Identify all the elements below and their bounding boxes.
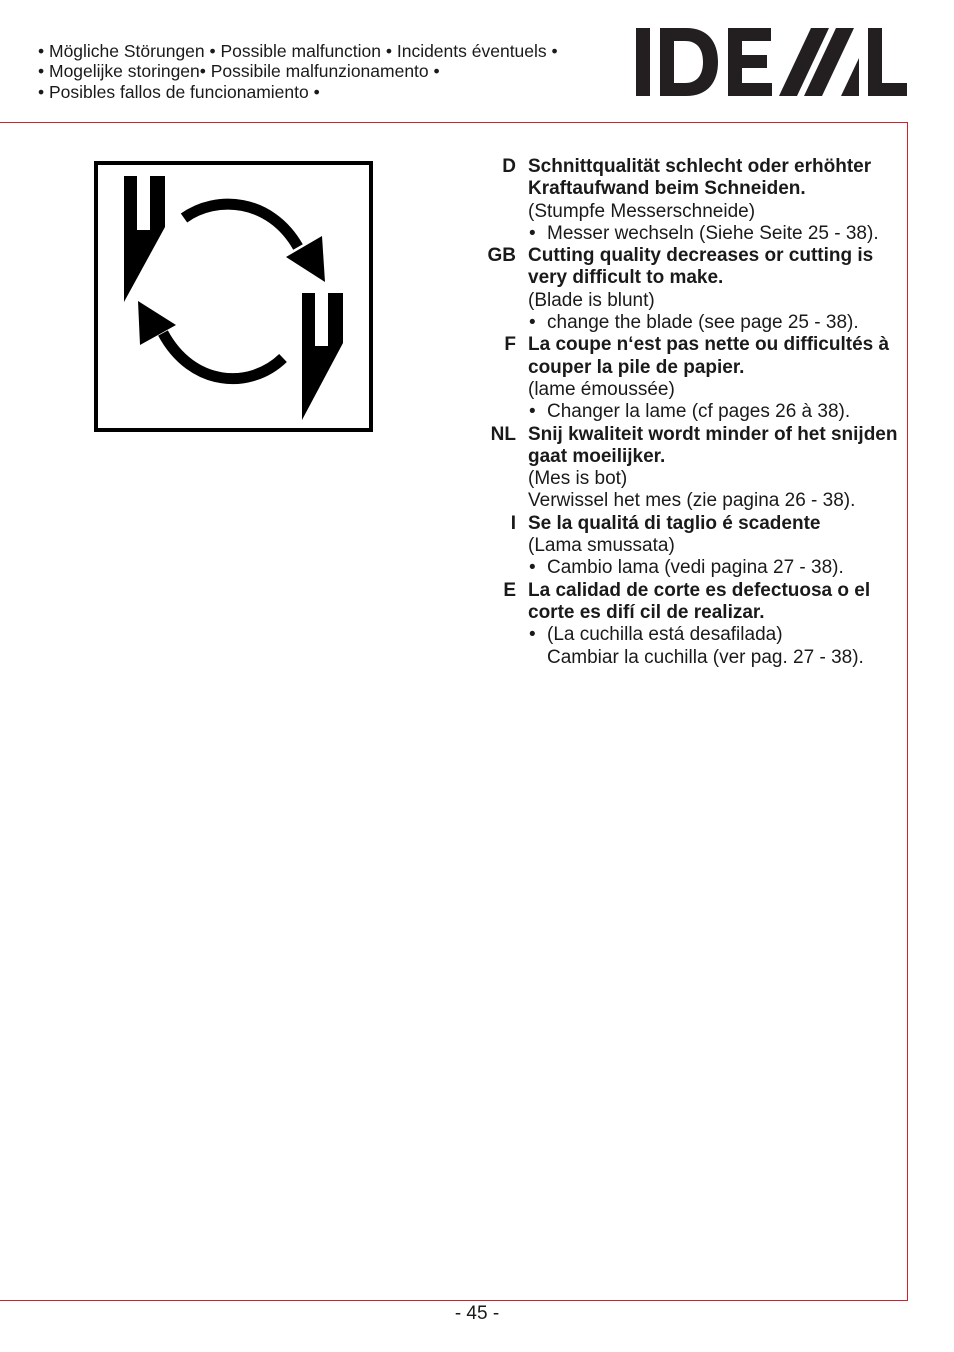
entry-gb [478,245,908,334]
entry-f [478,334,908,423]
entry-detail: (Lama smussata) [528,535,675,557]
entry-action: Cambiar la cuchilla (ver pag. 27 - 38). [547,646,864,668]
entry-detail: (lame émoussée) [528,378,675,400]
frame-bottom-line [0,1300,908,1301]
entry-title: Cutting quality decreases or cutting is very difficult to make. [528,245,874,289]
entry-d [478,156,908,245]
language-code: D [502,156,516,177]
entry-action: • Messer wechseln (Siehe Seite 25 - 38). [528,223,908,245]
entry-detail: (Mes is bot) [528,468,628,490]
header-line-1: • Mögliche Störungen • Possible malfunction • Incidents éventuels • [38,41,558,61]
language-code: NL [490,423,516,445]
language-code: E [503,579,516,601]
header-line-3: • Posibles fallos de funcionamiento • [38,81,320,102]
entry-title: Schnittqualität schlecht oder erhöhter Kraftaufwand beim Schneiden. [528,156,872,200]
entry-detail: (Stumpfe Messerschneide) [528,200,756,222]
blade-replace-cycle-icon [98,165,369,428]
language-code: I [510,512,516,534]
entry-action: • change the blade (see page 25 - 38). [528,312,908,334]
header-text [38,41,558,102]
entry-title: Se la qualitá di taglio é scadente [528,512,821,534]
blade-change-figure [94,161,373,432]
page-number: - 45 - [454,1303,500,1324]
entry-title: La coupe n‘est pas nette ou difficultés à couper la pile de papier. [528,334,890,378]
entry-action: • Cambio lama (vedi pagina 27 - 38). [528,557,908,579]
language-code: F [504,334,516,356]
troubleshooting-list [478,156,908,669]
entry-detail: • (La cuchilla está desafilada) [528,624,908,646]
frame-top-line [0,122,908,123]
ideal-logo [636,28,908,98]
entry-e [478,580,908,669]
entry-i [478,513,908,580]
header-line-2: • Mogelijke storingen• Possibile malfunzionamento • [38,61,440,82]
language-code: GB [487,245,516,267]
entry-action: Verwissel het mes (zie pagina 26 - 38). [528,490,856,512]
entry-nl [478,424,908,513]
entry-action: • Changer la lame (cf pages 26 à 38). [528,401,908,423]
entry-title: La calidad de corte es defectuosa o el corte es difí cil de realizar. [528,579,871,623]
entry-title: Snij kwaliteit wordt minder of het snijden gaat moeilijker. [528,423,898,467]
entry-detail: (Blade is blunt) [528,289,655,311]
